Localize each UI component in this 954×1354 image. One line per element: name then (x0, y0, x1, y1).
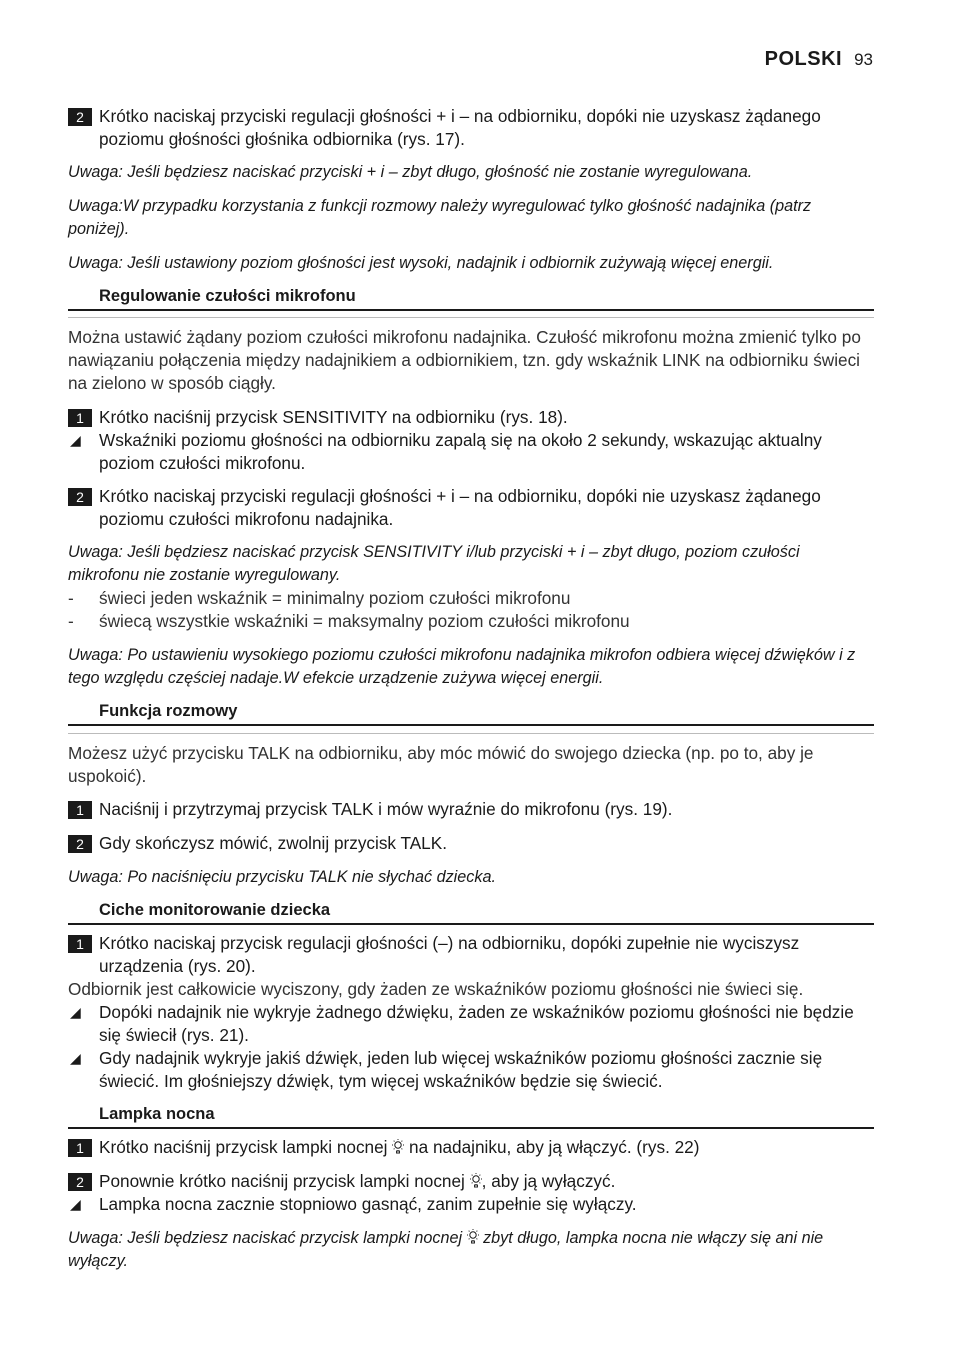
note: Uwaga: Jeśli ustawiony poziom głośności jest wysoki, nadajnik i odbiornik zużywają więcej energii. (68, 254, 774, 272)
step-number: 1 (68, 801, 92, 819)
step (68, 798, 874, 821)
step (68, 105, 874, 151)
bullet-item (68, 1001, 874, 1047)
section-heading: Regulowanie czułości mikrofonu (68, 285, 874, 311)
step-text: Krótko naciśnij przycisk SENSITIVITY na odbiorniku (rys. 18). (99, 407, 568, 427)
bullet-item (68, 1047, 874, 1093)
note: Uwaga: Po naciśnięciu przycisku TALK nie słychać dziecka. (68, 868, 496, 886)
step (68, 406, 874, 429)
step (68, 932, 874, 978)
note: Uwaga:W przypadku korzystania z funkcji rozmowy należy wyregulować tylko głośność nadajnika (patrz poniżej). (68, 197, 812, 238)
step-text: Krótko naciskaj przyciski regulacji głośności + i – na odbiorniku, dopóki nie uzyskasz żądanego poziomu czułości mikrofonu nadajnika. (99, 486, 821, 529)
note: Uwaga: Jeśli będziesz naciskać przycisk SENSITIVITY i/lub przyciski + i – zbyt długo, poziom czułości mikrofonu nie zostanie wyregulowany. (68, 543, 800, 584)
triangle-bullet-icon: ◢ (70, 432, 81, 448)
night-light-icon (470, 1173, 482, 1189)
dash-text: świecą wszystkie wskaźniki = maksymalny poziom czułości mikrofonu (99, 611, 630, 631)
page-content (68, 105, 874, 1273)
step (68, 1170, 874, 1193)
step-number: 1 (68, 1139, 92, 1157)
bullet-text: Lampka nocna zacznie stopniowo gasnąć, zanim zupełnie się wyłączy. (99, 1194, 637, 1214)
step-number: 1 (68, 409, 92, 427)
paragraph: Możesz użyć przycisku TALK na odbiorniku, aby móc mówić do swojego dziecka (np. po to, aby je uspokoić). (68, 743, 814, 786)
language-label: POLSKI (764, 48, 843, 70)
section-heading: Ciche monitorowanie dziecka (68, 899, 874, 925)
triangle-bullet-icon: ◢ (70, 1004, 81, 1020)
paragraph: Można ustawić żądany poziom czułości mikrofonu nadajnika. Czułość mikrofonu można zmienić tylko po nawiązaniu połączenia między nadajnikiem a odbiornikiem, tzn. gdy wskaźnik LINK na odbiorniku świeci na zielono w sposób ciągły. (68, 327, 861, 393)
triangle-bullet-icon: ◢ (70, 1196, 81, 1212)
step-text: na nadajniku, aby ją włączyć. (rys. 22) (409, 1137, 700, 1157)
night-light-icon (392, 1139, 404, 1155)
step-text: , aby ją wyłączyć. (481, 1171, 616, 1191)
step-text: Ponownie krótko naciśnij przycisk lampki nocnej (99, 1171, 465, 1191)
step-number: 2 (68, 108, 92, 126)
bullet-item (68, 429, 874, 475)
dash-item: - świeci jeden wskaźnik = minimalny poziom czułości mikrofonu (68, 588, 571, 608)
bullet-item (68, 1193, 874, 1216)
step-text: Krótko naciśnij przycisk lampki nocnej (99, 1137, 388, 1157)
dash-item: - świecą wszystkie wskaźniki = maksymalny poziom czułości mikrofonu (68, 611, 630, 631)
section-heading: Lampka nocna (68, 1103, 874, 1129)
step-text: Gdy skończysz mówić, zwolnij przycisk TALK. (99, 833, 447, 853)
page-header (765, 48, 873, 71)
page-number: 93 (854, 50, 873, 69)
step (68, 485, 874, 531)
night-light-icon (467, 1229, 479, 1245)
paragraph: Odbiornik jest całkowicie wyciszony, gdy żaden ze wskaźników poziomu głośności nie świeci się. (68, 979, 804, 999)
bullet-text: Gdy nadajnik wykryje jakiś dźwięk, jeden lub więcej wskaźników poziomu głośności zacznie się świecić. Im głośniejszy dźwięk, tym więcej wskaźników będzie się świecić. (99, 1048, 823, 1091)
step-number: 2 (68, 488, 92, 506)
note: Uwaga: Jeśli będziesz naciskać przyciski + i – zbyt długo, głośność nie zostanie wyregulowana. (68, 163, 753, 181)
triangle-bullet-icon: ◢ (70, 1050, 81, 1066)
step (68, 1136, 874, 1159)
section-heading: Funkcja rozmowy (68, 700, 874, 726)
note: Uwaga: Jeśli będziesz naciskać przycisk lampki nocnej zbyt długo, lampka nocna nie włączy się ani nie wyłączy. (68, 1229, 824, 1270)
dash-text: świeci jeden wskaźnik = minimalny poziom czułości mikrofonu (99, 588, 571, 608)
step-number: 2 (68, 1173, 92, 1191)
note: Uwaga: Po ustawieniu wysokiego poziomu czułości mikrofonu nadajnika mikrofon odbiera więcej dźwięków i z tego względu częściej nadaje.W efekcie urządzenie zużywa więcej energii. (68, 646, 856, 687)
bullet-text: Dopóki nadajnik nie wykryje żadnego dźwięku, żaden ze wskaźników poziomu głośności nie będzie się świecił (rys. 21). (99, 1002, 854, 1045)
step-text: Krótko naciskaj przycisk regulacji głośności (–) na odbiorniku, dopóki zupełnie nie wyciszysz urządzenia (rys. 20). (99, 933, 800, 976)
step-text: Naciśnij i przytrzymaj przycisk TALK i mów wyraźnie do mikrofonu (rys. 19). (99, 799, 673, 819)
bullet-text: Wskaźniki poziomu głośności na odbiorniku zapalą się na około 2 sekundy, wskazując aktualny poziom czułości mikrofonu. (99, 430, 822, 473)
step (68, 832, 874, 855)
step-text: Krótko naciskaj przyciski regulacji głośności + i – na odbiorniku, dopóki nie uzyskasz żądanego poziomu głośności głośnika odbiornika (rys. 17). (99, 106, 821, 149)
step-number: 2 (68, 835, 92, 853)
step-number: 1 (68, 935, 92, 953)
